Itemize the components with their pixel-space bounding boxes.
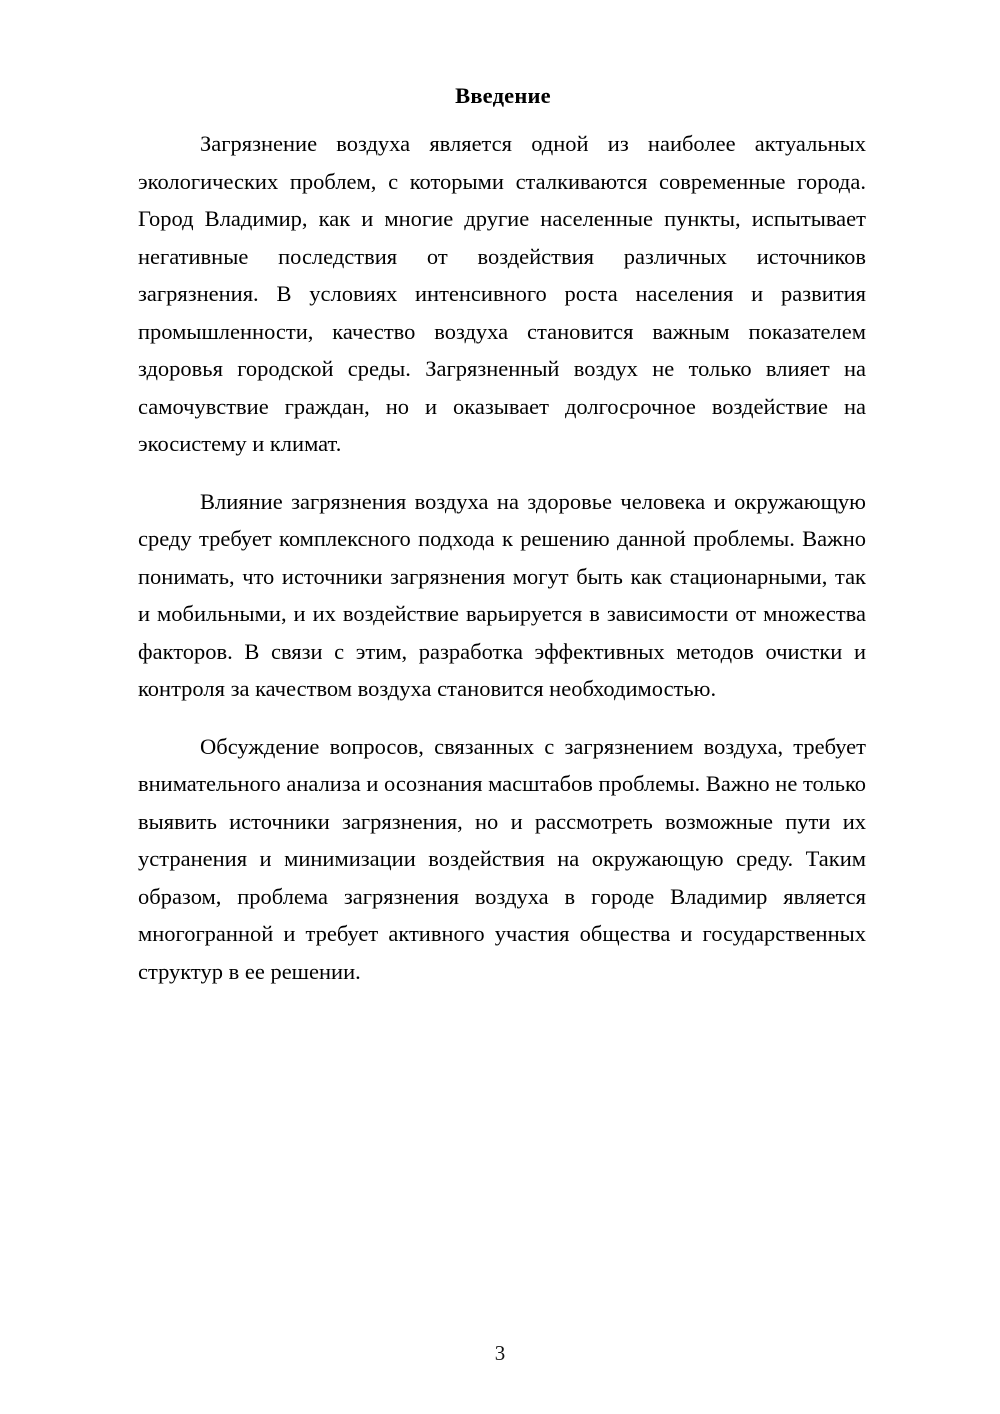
page-title: Введение	[455, 83, 551, 108]
page-number: 3	[494, 1341, 506, 1365]
body-paragraph-1: Загрязнение воздуха является одной из наиболее актуальных экологических проблем, с которыми сталкиваются современные города. Город Владимир, как и многие другие населенные пункты, испытывает негативные последствия от воздействия различных источников загрязнения. В условиях интенсивного роста населения и развития промышленности, качество воздуха становится важным показателем здоровья городской среды. Загрязненный воздух не только влияет на самочувствие граждан, но и оказывает долгосрочное воздействие на экосистему и климат.	[138, 131, 866, 456]
body-paragraph-3: Обсуждение вопросов, связанных с загрязнением воздуха, требует внимательного анализа и осознания масштабов проблемы. Важно не только выявить источники загрязнения, но и рассмотреть возможные пути их устранения и минимизации воздействия на окружающую среду. Таким образом, проблема загрязнения воздуха в городе Владимир является многогранной и требует активного участия общества и государственных структур в ее решении.	[138, 733, 866, 984]
body-paragraph-2: Влияние загрязнения воздуха на здоровье человека и окружающую среду требует комплексного подхода к решению данной проблемы. Важно понимать, что источники загрязнения могут быть как стационарными, так и мобильными, и их воздействие варьируется в зависимости от множества факторов. В связи с этим, разработка эффективных методов очистки и контроля за качеством воздуха становится необходимостью.	[138, 488, 866, 701]
